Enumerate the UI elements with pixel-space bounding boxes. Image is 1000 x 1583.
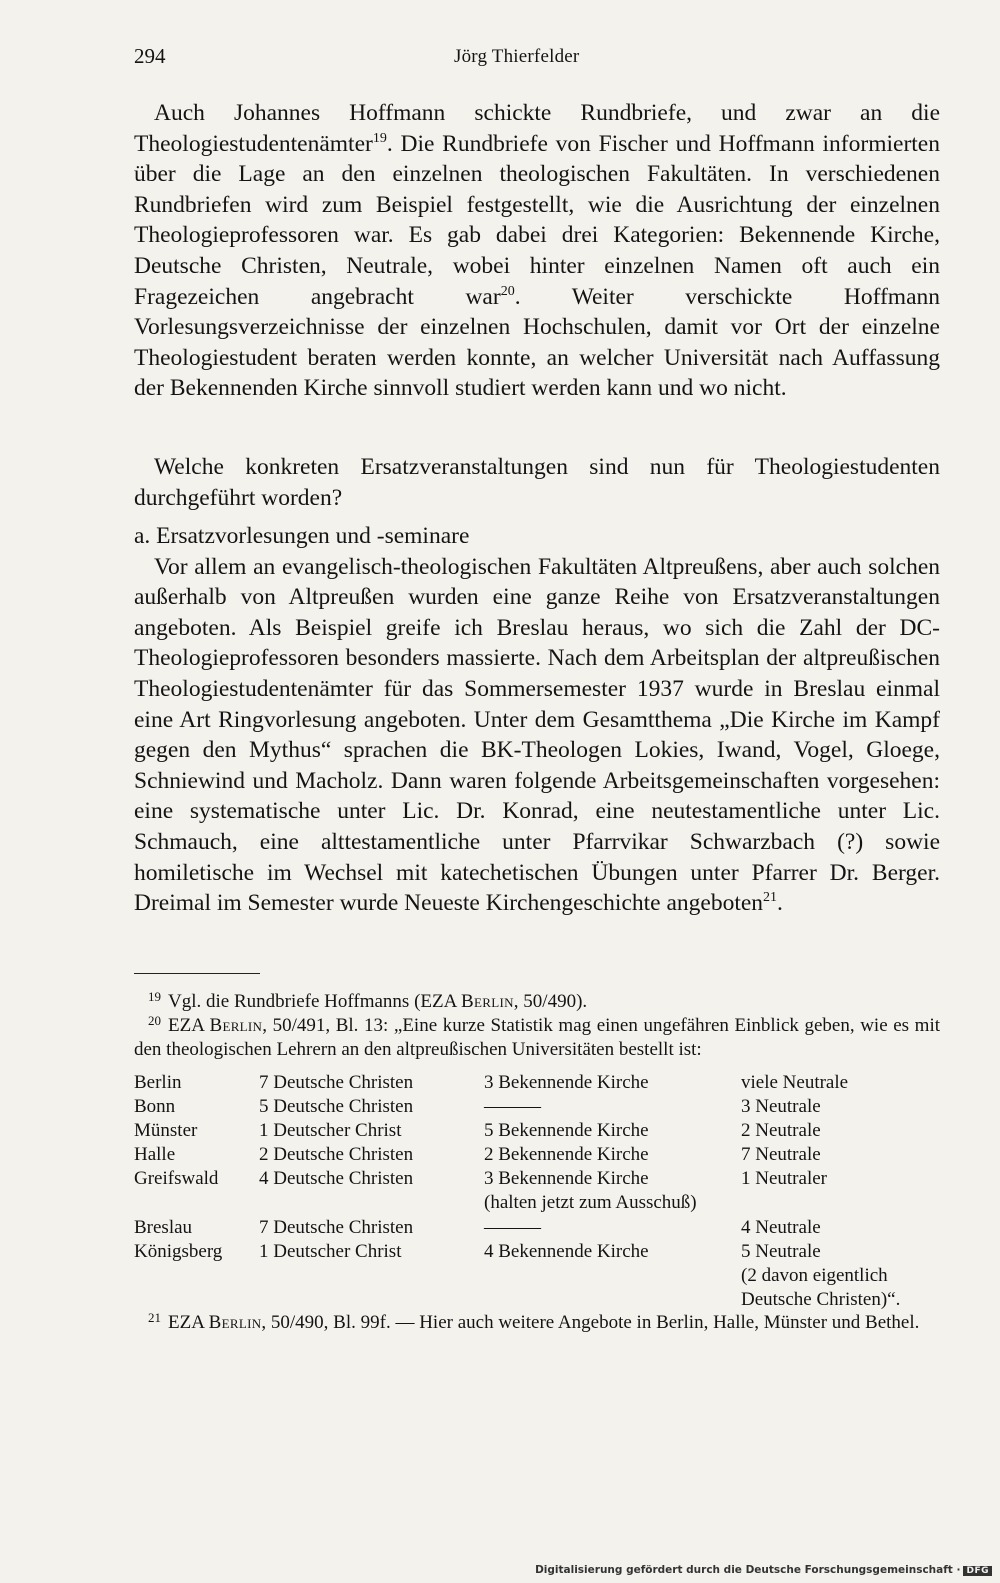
neutrale-cell: 5 Neutrale: [741, 1240, 821, 1262]
bekennende-kirche-cell: 2 Bekennende Kirche: [484, 1144, 649, 1166]
page-header: [134, 44, 940, 74]
city-cell: Münster: [134, 1120, 198, 1142]
main-text-block-1: [134, 98, 940, 404]
city-cell: Breslau: [134, 1216, 193, 1238]
bekennende-kirche-cell: 4 Bekennende Kirche: [484, 1240, 649, 1262]
neutrale-cell: 7 Neutrale: [741, 1144, 821, 1166]
text-run: Vor allem an evangelisch-theologischen Fakultäten Altpreußens, aber auch solchen außerhalb von Altpreußen wurden eine ganze Reihe von Ersatzveranstaltungen angeboten. Als Beispiel greife ich Breslau heraus, wo sich die Zahl der DC-Theologieprofessoren besonders massierte. Nach dem Arbeitsplan der altpreußischen Theologiestudentenämter für das Sommersemester 1937 wurde in Breslau einmal eine Art Ringvorlesung angeboten. Unter dem Gesamtthema „Die Kirche im Kampf gegen den Mythus“ sprachen die BK-Theologen Lokies, Iwand, Vogel, Gloege, Schniewind und Macholz. Dann waren folgende Arbeitsgemeinschaften vorgesehen: eine systematische unter Lic. Dr. Konrad, eine neutestamentliche unter Lic. Schmauch, eine alttestamentliche unter Pfarrvikar Schwarzbach (?) sowie homiletische im Wechsel mit katechetischen Übungen unter Pfarrer Dr. Berger. Dreimal im Semester wurde Neueste Kirchengeschichte angeboten: [134, 553, 940, 917]
small-caps-run: Berlin: [208, 1312, 262, 1333]
statistics-row: [134, 1071, 940, 1095]
small-caps-run: Berlin: [461, 991, 514, 1012]
text-run: .: [777, 890, 783, 917]
funding-note: Digitalisierung gefördert durch die Deutsche Forschungsgemeinschaft ·: [535, 1564, 961, 1576]
neutrale-cell: 1 Neutraler: [741, 1168, 827, 1190]
footnote-20: [134, 1014, 940, 1063]
deutsche-christen-cell: 2 Deutsche Christen: [259, 1144, 414, 1166]
city-cell: Halle: [134, 1144, 176, 1166]
running-head: Jörg Thierfelder: [454, 46, 580, 67]
statistics-row: [134, 1167, 940, 1215]
neutrale-cell: 4 Neutrale: [741, 1216, 821, 1238]
bekennende-kirche-note: (halten jetzt zum Ausschuß): [484, 1192, 697, 1214]
footnote-number: 20: [148, 1013, 161, 1028]
footnote-separator: [134, 973, 260, 974]
text-run: Vgl. die Rundbriefe Hoffmanns (EZA: [168, 991, 462, 1012]
paragraph-ersatzvorlesungen: [134, 552, 940, 919]
text-run: , 50/490, Bl. 99f. — Hier auch weitere Angebote in Berlin, Halle, Münster und Bethel.: [261, 1312, 920, 1333]
footnote-ref-20[interactable]: 20: [500, 283, 515, 299]
footnote-number: 19: [148, 989, 161, 1004]
deutsche-christen-cell: 7 Deutsche Christen: [259, 1216, 414, 1238]
text-run: EZA: [168, 1015, 210, 1036]
neutrale-cell: 2 Neutrale: [741, 1120, 821, 1142]
bekennende-kirche-cell: 5 Bekennende Kirche: [484, 1120, 649, 1142]
main-text-block-2: [134, 452, 940, 513]
section-heading: a. Ersatzvorlesungen und -seminare: [134, 523, 470, 549]
bekennende-kirche-cell: 3 Bekennende Kirche: [484, 1168, 649, 1190]
footnote-ref-21[interactable]: 21: [763, 890, 778, 906]
city-cell: Königsberg: [134, 1240, 223, 1262]
small-caps-run: Berlin: [209, 1015, 263, 1036]
page-number: 294: [134, 44, 166, 68]
footnote-ref-19[interactable]: 19: [372, 130, 387, 146]
city-cell: Bonn: [134, 1096, 176, 1118]
statistics-row: [134, 1095, 940, 1119]
bekennende-kirche-cell: 3 Bekennende Kirche: [484, 1072, 649, 1093]
deutsche-christen-cell: 5 Deutsche Christen: [259, 1096, 414, 1118]
footnote-number: 21: [148, 1310, 161, 1325]
deutsche-christen-cell: 7 Deutsche Christen: [259, 1072, 414, 1093]
deutsche-christen-cell: 1 Deutscher Christ: [259, 1240, 402, 1262]
paragraph-rundbriefe: [134, 98, 940, 404]
neutrale-cell: 3 Neutrale: [741, 1096, 821, 1118]
statistics-row: [134, 1119, 940, 1143]
footnote-21: [134, 1311, 940, 1335]
neutrale-note: Deutsche Christen)“.: [741, 1288, 901, 1310]
city-cell: Berlin: [134, 1072, 182, 1093]
statistics-row: [134, 1143, 940, 1167]
neutrale-cell: viele Neutrale: [741, 1072, 849, 1093]
dfg-logo: DFG: [963, 1566, 992, 1576]
deutsche-christen-cell: 1 Deutscher Christ: [259, 1120, 402, 1142]
footnote-19: [134, 990, 940, 1014]
bekennende-kirche-cell: ———: [484, 1096, 541, 1118]
text-run: . Weiter verschickte Hoffmann Vorlesungsverzeichnisse der einzelnen Hochschulen, damit vor Ort der einzelne Theologiestudent beraten werden konnte, an welcher Universität nach Auffassung der Bekennenden Kirche sinnvoll studiert werden kann und wo nicht.: [134, 283, 941, 402]
text-run: , 50/490).: [513, 991, 588, 1012]
text-run: EZA: [168, 1312, 209, 1333]
neutrale-note: (2 davon eigentlich: [741, 1264, 888, 1286]
text-run: , 50/491, Bl. 13: „Eine kurze Statistik mag einen ungefähren Einblick geben, wie es mit den theologischen Lehrern an den altpreußischen Universitäten bestellt ist:: [134, 1015, 940, 1061]
digitization-footer: [535, 1564, 992, 1576]
statistics-row: [134, 1240, 940, 1312]
statistics-table: [134, 1071, 940, 1312]
text-run: . Die Rundbriefe von Fischer und Hoffmann informierten über die Lage an den einzelnen theologischen Fakultäten. In verschiedenen Rundbriefen wird zum Beispiel festgestellt, wie die Ausrichtung der einzelnen Theologieprofessoren war. Es gab dabei drei Kategorien: Bekennende Kirche, Deutsche Christen, Neutrale, wobei hinter einzelnen Namen oft auch ein Fragezeichen angebracht war: [134, 130, 940, 310]
statistics-row: [134, 1216, 940, 1240]
city-cell: Greifswald: [134, 1168, 219, 1190]
main-text-block-3: [134, 521, 940, 919]
bekennende-kirche-cell: ———: [484, 1216, 541, 1238]
deutsche-christen-cell: 4 Deutsche Christen: [259, 1168, 414, 1190]
paragraph-question: Welche konkreten Ersatzveranstaltungen sind nun für Theologiestudenten durchgeführt worden?: [134, 454, 940, 511]
text-run: Auch Johannes Hoffmann schickte Rundbriefe, und zwar an die Theologiestudentenämter: [134, 100, 940, 157]
